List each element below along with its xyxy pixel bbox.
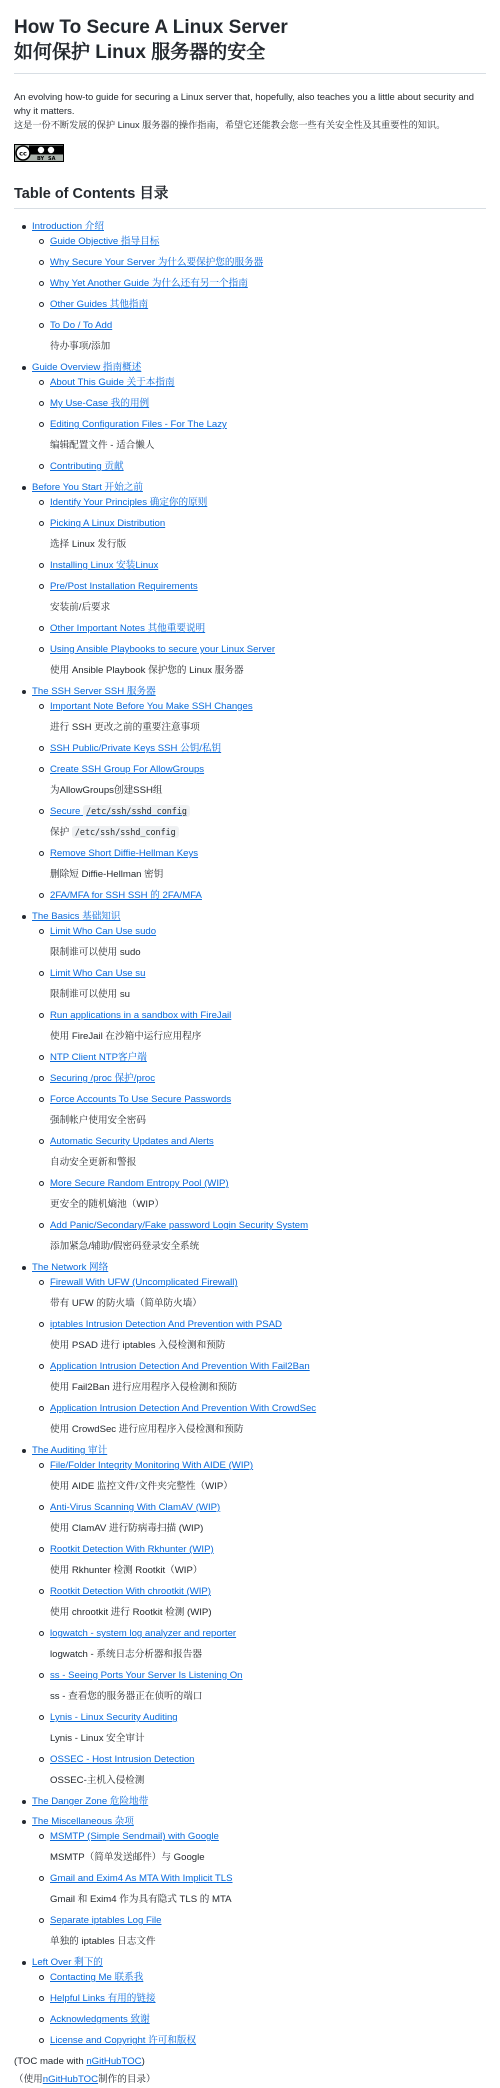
toc-item-link[interactable] bbox=[50, 398, 149, 409]
toc-item-translation bbox=[50, 1296, 486, 1311]
toc-item-link[interactable] bbox=[50, 2014, 150, 2025]
toc-item-text: Other Guides 其他指南 bbox=[50, 299, 149, 310]
toc-item-translation-text: 使用 Fail2Ban 进行应用程序入侵检测和预防 bbox=[50, 1382, 238, 1393]
toc-item-link[interactable] bbox=[50, 926, 156, 937]
toc-item bbox=[50, 1134, 486, 1170]
toc-item bbox=[50, 1913, 486, 1949]
toc-item bbox=[50, 2033, 486, 2048]
toc-item bbox=[50, 2012, 486, 2027]
toc-item-text: Helpful Links 有用的链接 bbox=[50, 1993, 156, 2004]
toc-item-link[interactable] bbox=[50, 320, 112, 331]
table-of-contents bbox=[14, 219, 486, 2048]
toc-item-text: Add Panic/Secondary/Fake password Login Security System bbox=[50, 1220, 309, 1231]
toc-item-link[interactable] bbox=[50, 1993, 156, 2004]
toc-item-link[interactable] bbox=[50, 764, 204, 775]
toc-item-translation-text: 使用 FireJail 在沙箱中运行应用程序 bbox=[50, 1031, 202, 1042]
toc-item-text: Separate iptables Log File bbox=[50, 1915, 162, 1926]
toc-item-translation-text: Lynis - Linux 安全审计 bbox=[50, 1733, 145, 1744]
toc-item-text: My Use-Case 我的用例 bbox=[50, 398, 150, 409]
toc-item-text: Force Accounts To Use Secure Passwords bbox=[50, 1094, 232, 1105]
toc-item-translation bbox=[50, 783, 486, 798]
toc-item-translation-text: 使用 chrootkit 进行 Rootkit 检测 (WIP) bbox=[50, 1607, 212, 1618]
toc-section-link[interactable]: The Danger Zone 危险地带 bbox=[32, 1796, 149, 1807]
toc-item-translation bbox=[50, 1689, 486, 1704]
toc-item-link[interactable] bbox=[50, 518, 165, 529]
toc-item-text: Anti-Virus Scanning With ClamAV (WIP) bbox=[50, 1502, 221, 1513]
toc-item-link[interactable] bbox=[50, 1361, 310, 1372]
toc-item-translation bbox=[50, 663, 486, 678]
ngithubtoc-link[interactable]: nGitHubTOC bbox=[86, 2056, 142, 2067]
toc-item-text: File/Folder Integrity Monitoring With AIDE (WIP) bbox=[50, 1460, 254, 1471]
toc-item bbox=[50, 1752, 486, 1788]
toc-item-text: Run applications in a sandbox with FireJail bbox=[50, 1010, 232, 1021]
toc-item-text: Securing /proc 保护/proc bbox=[50, 1073, 156, 1084]
toc-item-translation-text: 使用 CrowdSec 进行应用程序入侵检测和预防 bbox=[50, 1424, 244, 1435]
toc-item bbox=[50, 1317, 486, 1353]
toc-item-link[interactable] bbox=[50, 1712, 178, 1723]
toc-item-translation-text: 安装前/后要求 bbox=[50, 602, 111, 613]
toc-item-link[interactable] bbox=[50, 1073, 155, 1084]
toc-item-text: Limit Who Can Use sudo bbox=[50, 926, 157, 937]
toc-heading: Table of Contents 目录 bbox=[14, 184, 486, 209]
toc-item bbox=[50, 924, 486, 960]
toc-item-translation bbox=[50, 1647, 486, 1662]
toc-item-text: License and Copyright 许可和版权 bbox=[50, 2035, 197, 2046]
toc-item-text: Contributing 贡献 bbox=[50, 461, 124, 472]
toc-item-link[interactable] bbox=[50, 1220, 308, 1231]
svg-text:cc: cc bbox=[19, 149, 27, 158]
toc-item-link[interactable] bbox=[50, 2035, 196, 2046]
toc-item-translation-code: /etc/ssh/sshd_config bbox=[72, 826, 179, 838]
toc-item-translation-text: ss - 查看您的服务器正在侦听的端口 bbox=[50, 1691, 203, 1702]
toc-item bbox=[50, 1500, 486, 1536]
toc-item-link[interactable] bbox=[50, 623, 205, 634]
toc-item bbox=[50, 234, 486, 249]
toc-item-translation bbox=[50, 1422, 486, 1437]
toc-item-translation bbox=[50, 1850, 486, 1865]
toc-item-link[interactable] bbox=[50, 1831, 219, 1842]
toc-item-translation bbox=[50, 1479, 486, 1494]
toc-item-link[interactable] bbox=[50, 1136, 214, 1147]
toc-item-link[interactable] bbox=[50, 1915, 161, 1926]
toc-item-translation bbox=[50, 1029, 486, 1044]
toc-item-text: Lynis - Linux Security Auditing bbox=[50, 1712, 178, 1723]
toc-item bbox=[50, 1008, 486, 1044]
toc-item-text: Contacting Me 联系我 bbox=[50, 1972, 144, 1983]
toc-item-translation-text: Gmail 和 Exim4 作为具有隐式 TLS 的 MTA bbox=[50, 1894, 232, 1905]
toc-item-text: 2FA/MFA for SSH SSH 的 2FA/MFA bbox=[50, 890, 202, 901]
toc-item-link[interactable] bbox=[50, 278, 248, 289]
toc-item-text: Acknowledgments 致谢 bbox=[50, 2014, 150, 2025]
toc-item-text: Application Intrusion Detection And Prevention With Fail2Ban bbox=[50, 1361, 310, 1372]
toc-item-text: Installing Linux 安装Linux bbox=[50, 560, 159, 571]
toc-item-translation bbox=[50, 1155, 486, 1170]
toc-item-link[interactable] bbox=[50, 890, 202, 901]
toc-item bbox=[50, 966, 486, 1002]
toc-item-translation bbox=[50, 1113, 486, 1128]
toc-item bbox=[50, 495, 486, 510]
toc-item-translation bbox=[50, 825, 486, 840]
toc-subsection-list bbox=[32, 234, 486, 354]
cc-by-sa-icon bbox=[14, 144, 64, 162]
toc-item bbox=[50, 1275, 486, 1311]
toc-item-translation-text: 删除短 Diffie-Hellman 密钥 bbox=[50, 869, 164, 880]
toc-item-link[interactable] bbox=[50, 1010, 231, 1021]
toc-item-text: iptables Intrusion Detection And Prevention with PSAD bbox=[50, 1319, 282, 1330]
toc-item-translation bbox=[50, 1605, 486, 1620]
toc-item-text: Why Secure Your Server 为什么要保护您的服务器 bbox=[50, 257, 264, 268]
toc-item bbox=[50, 396, 486, 411]
toc-item bbox=[50, 846, 486, 882]
toc-item bbox=[50, 375, 486, 390]
toc-item-link[interactable] bbox=[50, 644, 275, 655]
toc-section bbox=[14, 1794, 486, 1809]
toc-item-code: /etc/ssh/sshd_config bbox=[83, 805, 190, 817]
toc-item-link[interactable] bbox=[50, 236, 159, 247]
toc-item-text: Pre/Post Installation Requirements bbox=[50, 581, 198, 592]
page-title-en: How To Secure A Linux Server bbox=[14, 17, 288, 38]
toc-item bbox=[50, 621, 486, 636]
toc-item-link[interactable] bbox=[50, 806, 190, 817]
toc-item bbox=[50, 1359, 486, 1395]
toc-item bbox=[50, 255, 486, 270]
toc-item-translation bbox=[50, 720, 486, 735]
toc-item-translation bbox=[50, 339, 486, 354]
toc-item bbox=[50, 888, 486, 903]
toc-item-text: OSSEC - Host Intrusion Detection bbox=[50, 1754, 195, 1765]
toc-item bbox=[50, 762, 486, 798]
toc-item-link[interactable] bbox=[50, 1972, 143, 1983]
toc-item-translation bbox=[50, 1380, 486, 1395]
toc-item-text: Create SSH Group For AllowGroups bbox=[50, 764, 205, 775]
toc-item bbox=[50, 1829, 486, 1865]
toc-item-text: Automatic Security Updates and Alerts bbox=[50, 1136, 214, 1147]
toc-item-text: Important Note Before You Make SSH Changes bbox=[50, 701, 253, 712]
toc-item-translation bbox=[50, 1338, 486, 1353]
toc-item-translation-text: 使用 ClamAV 进行防病毒扫描 (WIP) bbox=[50, 1523, 204, 1534]
toc-item-translation-text: 使用 PSAD 进行 iptables 入侵检测和预防 bbox=[50, 1340, 226, 1351]
toc-subsection-list bbox=[32, 1458, 486, 1788]
toc-item bbox=[50, 318, 486, 354]
toc-item-translation-text: 更安全的随机熵池（WIP） bbox=[50, 1199, 165, 1210]
toc-item-translation-text: 进行 SSH 更改之前的重要注意事项 bbox=[50, 722, 200, 733]
toc-item-translation-text: 自动安全更新和警报 bbox=[50, 1157, 137, 1168]
toc-item bbox=[50, 558, 486, 573]
intro-en: An evolving how-to guide for securing a Linux server that, hopefully, also teaches you a little about security and why it matters. bbox=[14, 91, 474, 116]
toc-item bbox=[50, 1092, 486, 1128]
toc-item-link[interactable] bbox=[50, 1502, 220, 1513]
toc-item-translation-text: 选择 Linux 发行版 bbox=[50, 539, 127, 550]
toc-item bbox=[50, 1584, 486, 1620]
toc-item bbox=[50, 459, 486, 474]
toc-item-text: More Secure Random Entropy Pool (WIP) bbox=[50, 1178, 229, 1189]
toc-item-link[interactable] bbox=[50, 419, 227, 430]
toc-item-text: Picking A Linux Distribution bbox=[50, 518, 166, 529]
toc-item-link[interactable] bbox=[50, 1052, 147, 1063]
toc-item-text: logwatch - system log analyzer and reporter bbox=[50, 1628, 237, 1639]
toc-item-translation-text: OSSEC-主机入侵检测 bbox=[50, 1775, 145, 1786]
toc-item bbox=[50, 579, 486, 615]
toc-item-translation-text: logwatch - 系统日志分析器和报告器 bbox=[50, 1649, 202, 1660]
toc-section-link[interactable]: The Auditing 审计 bbox=[32, 1445, 108, 1456]
toc-item-translation bbox=[50, 537, 486, 552]
toc-item-text: Rootkit Detection With chrootkit (WIP) bbox=[50, 1586, 212, 1597]
toc-item-link[interactable] bbox=[50, 377, 175, 388]
toc-subsection-list bbox=[32, 1970, 486, 2048]
toc-item-translation-text: 限制谁可以使用 su bbox=[50, 989, 130, 1000]
toc-item bbox=[50, 1218, 486, 1254]
toc-item bbox=[50, 1871, 486, 1907]
toc-item-text: Identify Your Principles 确定你的原则 bbox=[50, 497, 208, 508]
toc-item-translation bbox=[50, 1197, 486, 1212]
toc-section bbox=[14, 1260, 486, 1437]
toc-item-translation-text: 添加紧急/辅助/假密码登录安全系统 bbox=[50, 1241, 200, 1252]
toc-item-translation-text: 编辑配置文件 - 适合懒人 bbox=[50, 440, 155, 451]
toc-item-translation-text: 使用 Rkhunter 检测 Rootkit（WIP） bbox=[50, 1565, 203, 1576]
toc-item-translation-text: 强制帐户使用安全密码 bbox=[50, 1115, 146, 1126]
toc-item bbox=[50, 1991, 486, 2006]
toc-section-link[interactable]: Before You Start 开始之前 bbox=[32, 482, 143, 493]
toc-subsection-list bbox=[32, 1829, 486, 1949]
toc-item-translation-text: 保护 bbox=[50, 827, 70, 838]
toc-item-translation-text: 带有 UFW 的防火墙（简单防火墙） bbox=[50, 1298, 202, 1309]
toc-item-link[interactable] bbox=[50, 1586, 211, 1597]
toc-item-text: SSH Public/Private Keys SSH 公钥/私钥 bbox=[50, 743, 222, 754]
toc-item bbox=[50, 1071, 486, 1086]
toc-item bbox=[50, 417, 486, 453]
toc-item-text: Editing Configuration Files - For The Lazy bbox=[50, 419, 227, 430]
toc-item bbox=[50, 642, 486, 678]
toc-item-text: Secure bbox=[50, 806, 81, 817]
toc-item-text: Guide Objective 指导目标 bbox=[50, 236, 160, 247]
toc-item-text: ss - Seeing Ports Your Server Is Listening On bbox=[50, 1670, 243, 1681]
toc-item-link[interactable] bbox=[50, 257, 263, 268]
toc-item-text: MSMTP (Simple Sendmail) with Google bbox=[50, 1831, 219, 1842]
toc-section-link[interactable]: The Basics 基础知识 bbox=[32, 911, 121, 922]
toc-section bbox=[14, 480, 486, 678]
toc-item-text: Why Yet Another Guide 为什么还有另一个指南 bbox=[50, 278, 248, 289]
toc-item-link[interactable] bbox=[50, 299, 148, 310]
toc-subsection-list bbox=[32, 1275, 486, 1437]
toc-item-translation-text: 使用 Ansible Playbook 保护您的 Linux 服务器 bbox=[50, 665, 244, 676]
toc-item-link[interactable] bbox=[50, 1319, 282, 1330]
toc-item-link[interactable] bbox=[50, 1670, 243, 1681]
toc-section bbox=[14, 1955, 486, 2048]
toc-item-translation bbox=[50, 1563, 486, 1578]
toc-item-link[interactable] bbox=[50, 848, 198, 859]
toc-item-translation bbox=[50, 1934, 486, 1949]
toc-item-translation bbox=[50, 438, 486, 453]
toc-item-link[interactable] bbox=[50, 1544, 214, 1555]
toc-item-link[interactable] bbox=[50, 560, 158, 571]
toc-item-translation bbox=[50, 1239, 486, 1254]
toc-item bbox=[50, 1626, 486, 1662]
toc-item-text: Firewall With UFW (Uncomplicated Firewall) bbox=[50, 1277, 238, 1288]
toc-item bbox=[50, 1710, 486, 1746]
toc-item-text: About This Guide 关于本指南 bbox=[50, 377, 175, 388]
toc-section-link[interactable]: The SSH Server SSH 服务器 bbox=[32, 686, 156, 697]
toc-item-link[interactable] bbox=[50, 1628, 236, 1639]
toc-footer-cn: （使用nGitHubTOC制作的目录） bbox=[14, 2074, 156, 2085]
toc-item bbox=[50, 741, 486, 756]
toc-item-translation bbox=[50, 1731, 486, 1746]
toc-item bbox=[50, 1970, 486, 1985]
toc-item bbox=[50, 1458, 486, 1494]
toc-subsection-list bbox=[32, 495, 486, 678]
toc-item-link[interactable] bbox=[50, 1094, 231, 1105]
toc-item-link[interactable] bbox=[50, 701, 253, 712]
toc-subsection-list bbox=[32, 375, 486, 474]
toc-item-text: Other Important Notes 其他重要说明 bbox=[50, 623, 206, 634]
toc-item-translation-text: MSMTP（简单发送邮件）与 Google bbox=[50, 1852, 205, 1863]
toc-item-link[interactable] bbox=[50, 1403, 316, 1414]
toc-item-link[interactable] bbox=[50, 461, 124, 472]
toc-item bbox=[50, 1176, 486, 1212]
toc-section bbox=[14, 909, 486, 1254]
toc-item-link[interactable] bbox=[50, 1460, 253, 1471]
svg-text:BY: BY bbox=[37, 156, 45, 162]
toc-section-link[interactable]: Guide Overview 指南概述 bbox=[32, 362, 142, 373]
toc-item-text: Remove Short Diffie-Hellman Keys bbox=[50, 848, 199, 859]
toc-item-translation-text: 使用 AIDE 监控文件/文件夹完整性（WIP） bbox=[50, 1481, 233, 1492]
toc-item bbox=[50, 1542, 486, 1578]
toc-item-link[interactable] bbox=[50, 1873, 233, 1884]
svg-text:SA: SA bbox=[48, 156, 56, 162]
toc-item-translation-text: 为AllowGroups创建SSH组 bbox=[50, 785, 163, 796]
toc-item-text: NTP Client NTP客户端 bbox=[50, 1052, 147, 1063]
toc-item-translation bbox=[50, 1521, 486, 1536]
toc-item-link[interactable] bbox=[50, 968, 145, 979]
ngithubtoc-link-cn[interactable]: nGitHubTOC bbox=[42, 2074, 99, 2085]
toc-item bbox=[50, 1050, 486, 1065]
toc-item-link[interactable] bbox=[50, 1178, 229, 1189]
toc-subsection-list bbox=[32, 924, 486, 1254]
toc-section-link[interactable]: Introduction 介绍 bbox=[32, 221, 104, 232]
toc-item-link[interactable] bbox=[50, 1277, 238, 1288]
toc-subsection-list bbox=[32, 699, 486, 903]
toc-item bbox=[50, 804, 486, 840]
toc-item-link[interactable] bbox=[50, 743, 221, 754]
cc-license-badge[interactable] bbox=[14, 144, 64, 162]
toc-item-translation bbox=[50, 600, 486, 615]
toc-item-text: Application Intrusion Detection And Prevention With CrowdSec bbox=[50, 1403, 317, 1414]
toc-item-translation bbox=[50, 1892, 486, 1907]
toc-item-text: Gmail and Exim4 As MTA With Implicit TLS bbox=[50, 1873, 233, 1884]
toc-item bbox=[50, 1668, 486, 1704]
toc-item bbox=[50, 516, 486, 552]
toc-section-link[interactable]: The Miscellaneous 杂项 bbox=[32, 1816, 134, 1827]
toc-item bbox=[50, 297, 486, 312]
toc-item-translation bbox=[50, 945, 486, 960]
toc-item-translation bbox=[50, 1773, 486, 1788]
toc-section bbox=[14, 684, 486, 903]
toc-section bbox=[14, 360, 486, 474]
toc-section bbox=[14, 1443, 486, 1788]
toc-item bbox=[50, 699, 486, 735]
toc-item bbox=[50, 1401, 486, 1437]
toc-item-text: Using Ansible Playbooks to secure your Linux Server bbox=[50, 644, 276, 655]
intro-cn: 这是一份不断发展的保护 Linux 服务器的操作指南，希望它还能教会您一些有关安全性及其重要性的知识。 bbox=[14, 120, 446, 130]
toc-item-text: Limit Who Can Use su bbox=[50, 968, 146, 979]
toc-item-translation bbox=[50, 987, 486, 1002]
toc-item-link[interactable] bbox=[50, 1754, 195, 1765]
toc-item-link[interactable] bbox=[50, 497, 207, 508]
page-title-cn: 如何保护 Linux 服务器的安全 bbox=[14, 40, 486, 74]
toc-item-text: Rootkit Detection With Rkhunter (WIP) bbox=[50, 1544, 214, 1555]
toc-item-translation-text: 待办事项/添加 bbox=[50, 341, 111, 352]
toc-item-translation-text: 限制谁可以使用 sudo bbox=[50, 947, 141, 958]
toc-footer-en: (TOC made with nGitHubTOC) bbox=[14, 2056, 145, 2067]
toc-item-text: To Do / To Add bbox=[50, 320, 113, 331]
toc-item bbox=[50, 276, 486, 291]
toc-item-translation bbox=[50, 867, 486, 882]
toc-item-link[interactable] bbox=[50, 581, 198, 592]
toc-section bbox=[14, 219, 486, 354]
toc-section-link[interactable]: Left Over 剩下的 bbox=[32, 1957, 103, 1968]
toc-section-link[interactable]: The Network 网络 bbox=[32, 1262, 109, 1273]
toc-section bbox=[14, 1814, 486, 1949]
toc-item-translation-text: 单独的 iptables 日志文件 bbox=[50, 1936, 156, 1947]
